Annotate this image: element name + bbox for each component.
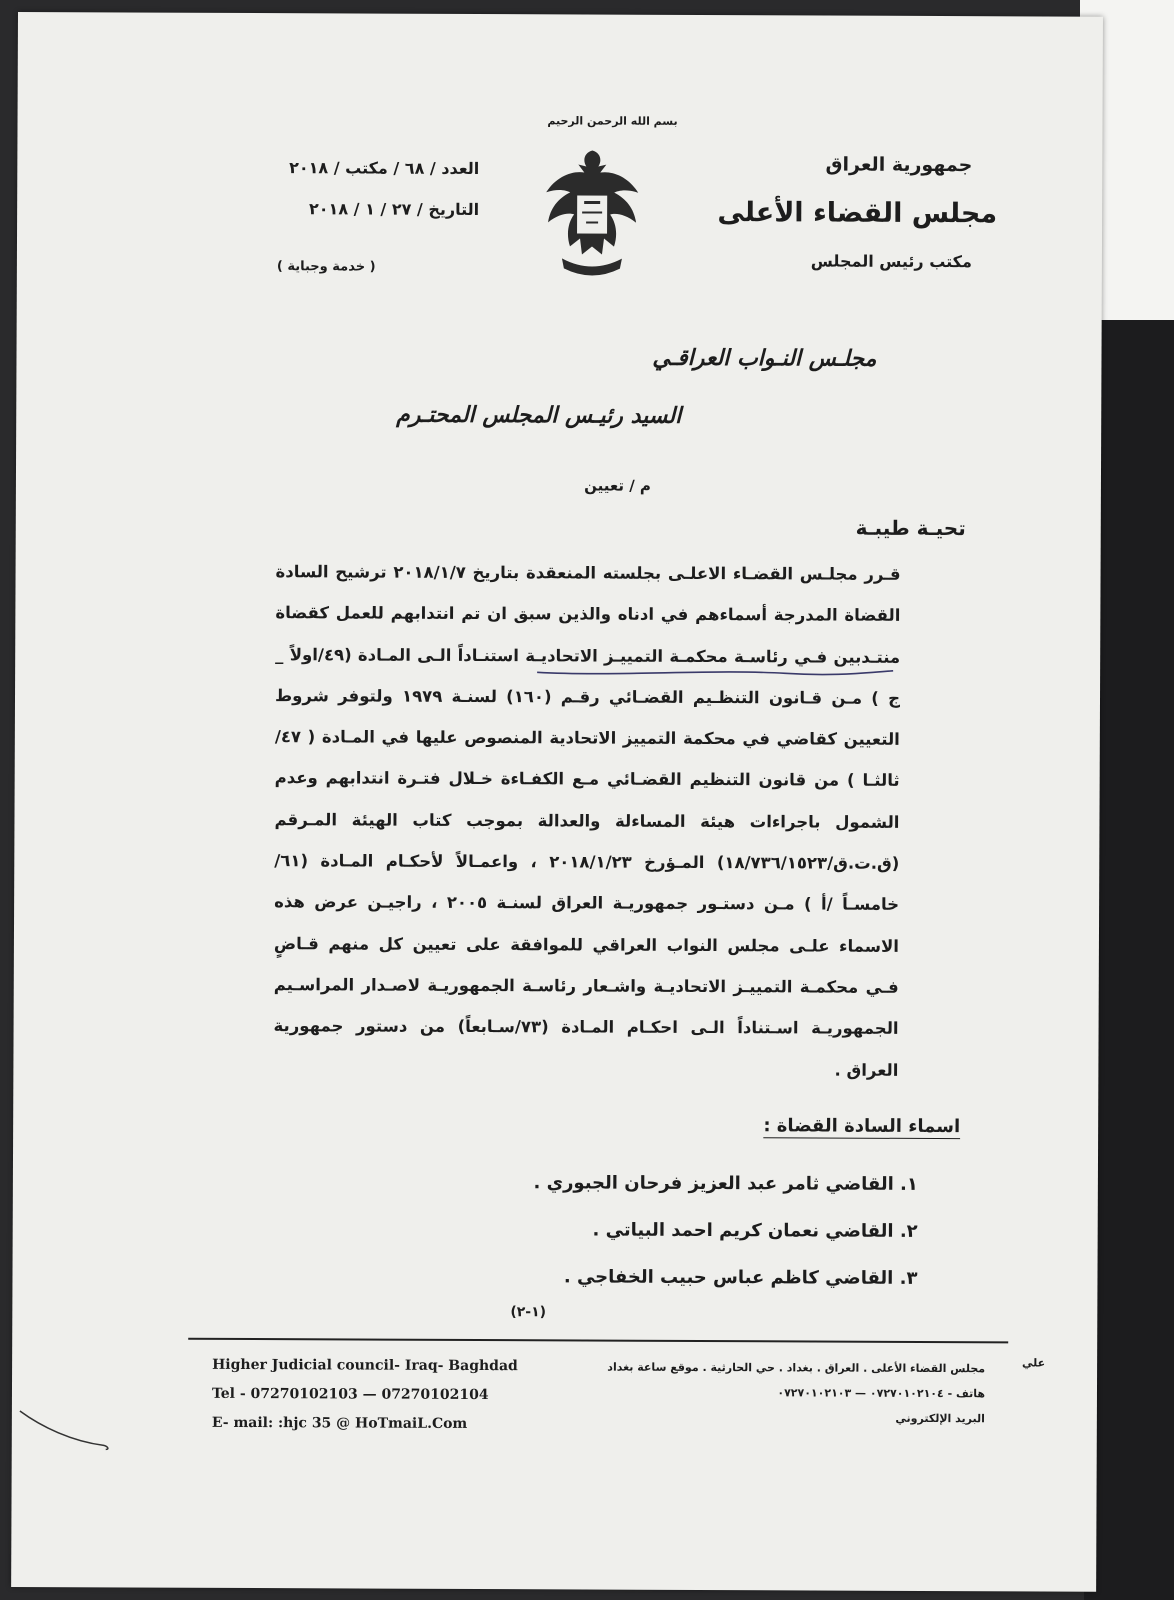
footer-email-ar: البريد الإلكتروني [895,1411,985,1426]
list-item: ٢. القاضي نعمان كريم احمد البياتي . [592,1219,918,1242]
footer-address-en: Higher Judicial council- Iraq- Baghdad [212,1356,518,1375]
footer-email-en: E- mail: :hjc 35 @ HoTmaiL.Com [211,1414,468,1432]
footer-arabic [595,1355,985,1432]
council-name: مجلس القضاء الأعلى [717,197,998,230]
country-name: جمهورية العراق [825,153,973,177]
reference-date: التاريخ / ٢٧ / ١ / ٢٠١٨ [309,199,480,220]
footer-phone-ar: هاتف - ٠٧٢٧٠١٠٢١٠٤ — ٠٧٢٧٠١٠٢١٠٣ [777,1386,986,1401]
letter-page [11,12,1103,1592]
office-name: مكتب رئيس المجلس [810,251,972,272]
list-item: ٣. القاضي كاظم عباس حبيب الخفاجي . [563,1266,918,1289]
addressee-title: السيد رئيـس المجلس المحتـرم [396,401,682,429]
basmala: بسم الله الرحمن الرحيم [547,114,678,128]
footer-divider [188,1338,1008,1344]
list-item: ١. القاضي ثامر عبد العزيز فرحان الجبوري . [533,1172,918,1195]
greeting: تحيـة طيبـة [855,515,966,541]
reference-tag: ( خدمة وجباية ) [276,259,376,275]
subject-line: م / تعيين [584,476,651,495]
page-number: (١-٢) [510,1304,547,1321]
judges-list-heading: اسماء السادة القضاة : [763,1115,961,1138]
reference-number: العدد / ٦٨ / مكتب / ٢٠١٨ [289,158,480,179]
footer-address-ar: مجلس القضاء الأعلى . العراق . بغداد . حي الحارثية . موقع ساعة بغداد [607,1360,986,1376]
addressee-institution: مجلـس النـواب العراقـي [652,344,877,372]
footer-english [212,1351,518,1439]
pen-stroke [12,1397,122,1457]
footer-phone-en: Tel - 07270102103 — 07270102104 [211,1385,489,1404]
judges-list [533,1172,918,1315]
handwritten-underline [535,666,895,680]
iraq-emblem-icon [532,142,653,283]
letter-body: قـرر مجلـس القضـاء الاعلـى بجلسته المنعقدة بتاريخ ٢٠١٨/١/٧ ترشيح السادة القضاة المدرجة أسماءهم في ادناه والذين سبق ان تم انتدابهم للعمل كقضاة منتـدبين فـي رئاسـة محكمـة التمييـز الاتحاديـة استنـاداً الـى المـادة (٤٩/اولاً _ ج ) مـن قـانون التنظـيم القضـائي رقـم (١٦٠) لسنـة ١٩٧٩ ولتوفر شروط التعيين كقاضي في محكمة التمييز الاتحادية المنصوص عليها في المـادة ( ٤٧/ثالثـا ) من قانون التنظيم القضـائي مـع الكفـاءة خـلال فتـرة انتدابهم وعدم الشمول باجراءات هيئة المساءلة والعدالة بموجب كتاب الهيئة المـرقم (ق.ت.ق/١٨/٧٣٦/١٥٢٣) المـؤرخ ٢٠١٨/١/٢٣ ، واعمـالاً لأحكـام المـادة (٦١/خامسـاً /أ ) مـن دستـور جمهوريـة العراق لسنـة ٢٠٠٥ ، راجيـن عرض هذه الاسماء علـى مجلس النواب العراقي للموافقة على تعيين كل منهم قـاضٍ فـي محكمـة التمييـز الاتحاديـة واشـعار رئاسـة الجمهوريـة لاصـدار المراسـيم الجمهوريـة اسـتناداً الـى احكـام المـادة (٧٣/سـابعاً) من دستور جمهورية العراق . [273,562,901,1080]
margin-note: علي [1021,1356,1046,1370]
